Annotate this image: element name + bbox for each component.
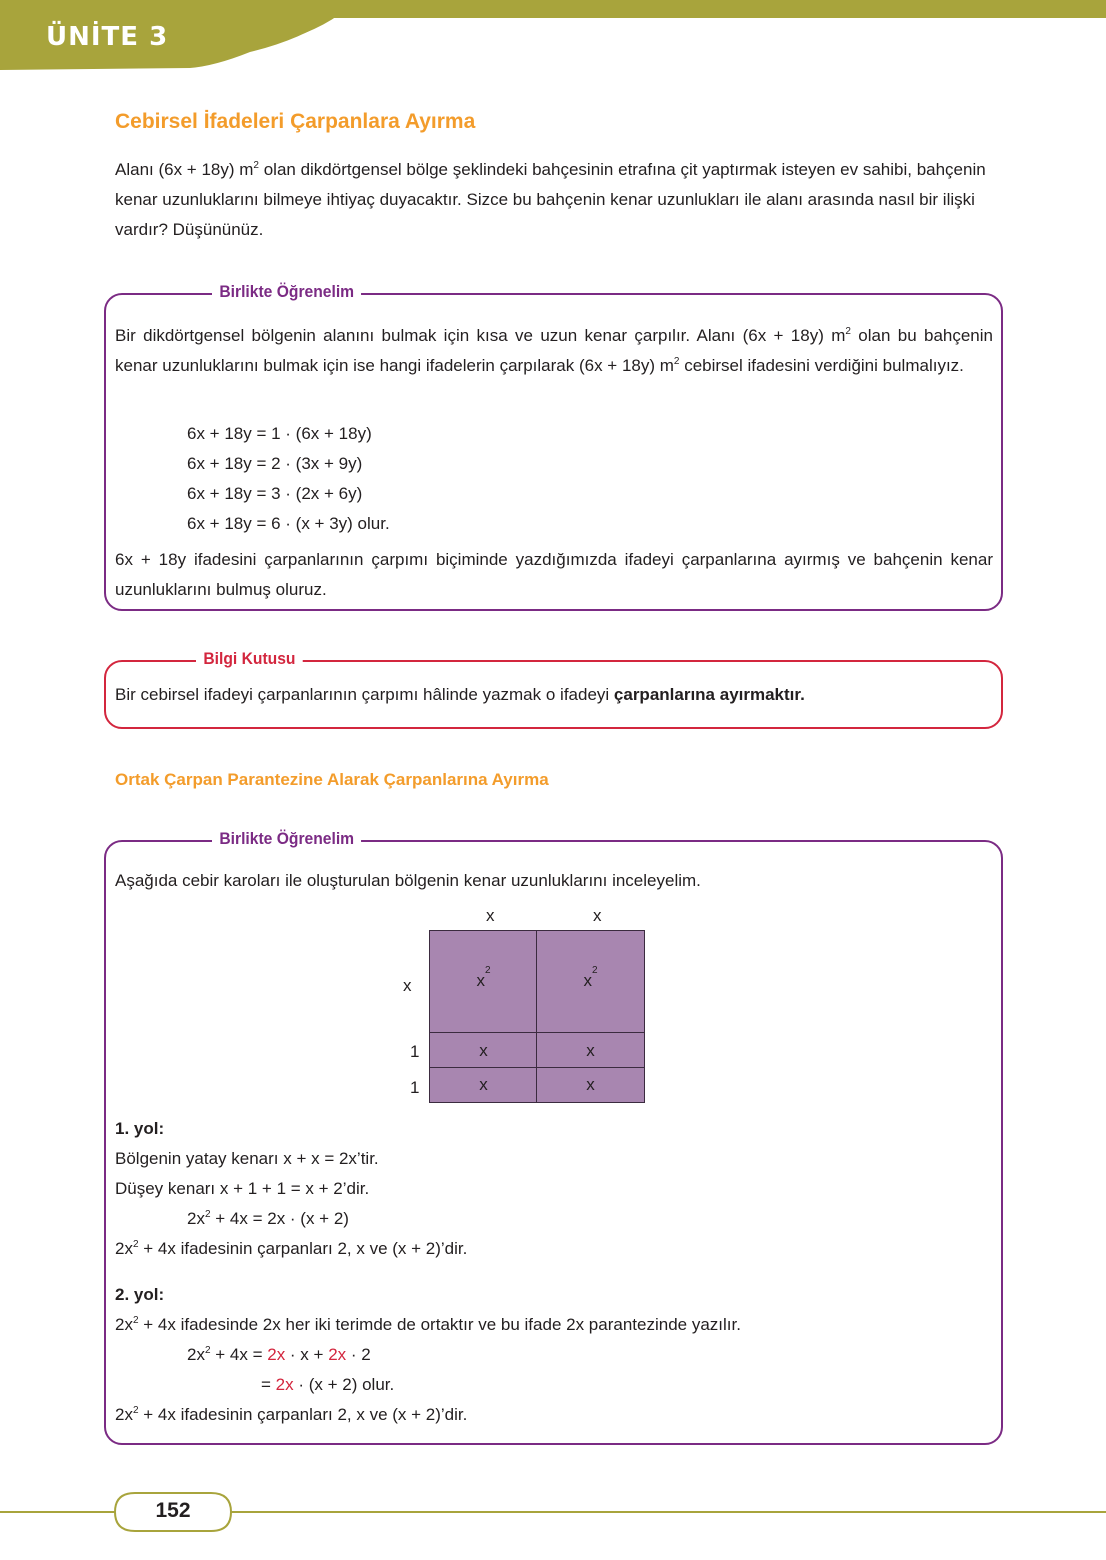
way1-title: 1. yol: bbox=[115, 1119, 165, 1138]
section-title: Cebirsel İfadeleri Çarpanlara Ayırma bbox=[115, 110, 476, 133]
way2-line1: $2x^2 + 4x$ ifadesinde 2x her iki terimde de ortaktır ve bu ifade 2x parantezinde yazılır. bbox=[115, 1315, 741, 1334]
info-box-title: Bilgi Kutusu bbox=[196, 649, 303, 669]
way1-line2: Düşey kenarı x + 1 + 1 = x + 2’dir. bbox=[115, 1179, 370, 1198]
tile-side-label-1a: 1 bbox=[410, 1042, 420, 1061]
box1-conclusion: 6x + 18y ifadesini çarpanlarının çarpımı biçiminde yazdığımızda ifadeyi çarpanlarına ayırmış ve bahçenin kenar uzunluklarını bulmuş oluruz. bbox=[115, 550, 993, 599]
way1-equation: $2x^2 + 4x = 2x \cdot (x + 2)$ bbox=[187, 1209, 349, 1228]
info-box-text: Bir cebirsel ifadeyi çarpanlarının çarpımı hâlinde yazmak o ifadeyi çarpanlarına ayırmaktır. bbox=[115, 685, 805, 704]
intro-paragraph: Alanı (6x + 18y) $m^2$ olan dikdörtgensel bölge şeklindeki bahçesinin etrafına çit yaptırmak isteyen ev sahibi, bahçenin kenar uzunluklarını bilmeye ihtiyaç duyacaktır. Sizce bu bahçenin kenar uzunlukları ile alanı arasında nasıl bir ilişki vardır? Düşününüz. bbox=[115, 160, 986, 239]
footer-line-left bbox=[0, 1511, 118, 1513]
box3-intro: Aşağıda cebir karoları ile oluşturulan bölgenin kenar uzunluklarını inceleyelim. bbox=[115, 871, 701, 890]
box-title-line-right bbox=[384, 293, 970, 295]
unit-label: ÜNİTE 3 bbox=[46, 22, 169, 52]
box1-equation-1: 6x + 18y = 1 · (6x + 18y) bbox=[187, 424, 372, 443]
way2-conclusion: $2x^2 + 4x$ ifadesinin çarpanları 2, x ve (x + 2)’dir. bbox=[115, 1405, 468, 1424]
x-tile: x bbox=[536, 1067, 645, 1103]
info-box-title-line-left bbox=[138, 660, 196, 662]
box1-equation-4: 6x + 18y = 6 · (x + 3y) olur. bbox=[187, 514, 390, 533]
way1-line1: Bölgenin yatay kenarı x + x = 2x’tir. bbox=[115, 1149, 379, 1168]
tile-top-label-2: x bbox=[593, 906, 602, 925]
x-squared-tile: x 2 bbox=[536, 930, 645, 1034]
x-tile: x bbox=[429, 1032, 538, 1069]
page-number: 152 bbox=[155, 1499, 191, 1522]
box-title-line-left bbox=[138, 293, 206, 295]
tile-side-label-x: x bbox=[403, 976, 412, 995]
footer-line-right bbox=[228, 1511, 1106, 1513]
box1-text: Bir dikdörtgensel bölgenin alanını bulmak için kısa ve uzun kenar çarpılır. Alanı (6x + 18y) $m^2$ olan bu bahçenin kenar uzunluklarını bulmak için ise hangi ifadelerin çarpılarak (6x + 18y) $m^2$ cebirsel ifadesini verdiğini bulmalıyız. bbox=[115, 326, 993, 375]
box3-title-line-left bbox=[138, 840, 206, 842]
way2-equation-1: $2x^2 + 4x = 2x \cdot x + 2x \cdot 2$ bbox=[187, 1345, 371, 1364]
box1-title: Birlikte Öğrenelim bbox=[212, 282, 361, 302]
subsection-title: Ortak Çarpan Parantezine Alarak Çarpanlarına Ayırma bbox=[115, 770, 549, 789]
info-box-title-line-right bbox=[312, 660, 970, 662]
x-tile: x bbox=[536, 1032, 645, 1069]
box1-equation-2: 6x + 18y = 2 · (3x + 9y) bbox=[187, 454, 363, 473]
way2-equation-2: = 2x · (x + 2) olur. bbox=[261, 1375, 395, 1394]
box3-title: Birlikte Öğrenelim bbox=[212, 829, 361, 849]
tile-top-label-1: x bbox=[486, 906, 495, 925]
x-squared-tile: x 2 bbox=[429, 930, 538, 1034]
box1-equation-3: 6x + 18y = 3 · (2x + 6y) bbox=[187, 484, 363, 503]
tile-side-label-1b: 1 bbox=[410, 1078, 420, 1097]
x-tile: x bbox=[429, 1067, 538, 1103]
way1-conclusion: $2x^2 + 4x$ ifadesinin çarpanları 2, x ve (x + 2)’dir. bbox=[115, 1239, 468, 1258]
box3-title-line-right bbox=[384, 840, 970, 842]
way2-title: 2. yol: bbox=[115, 1285, 165, 1304]
